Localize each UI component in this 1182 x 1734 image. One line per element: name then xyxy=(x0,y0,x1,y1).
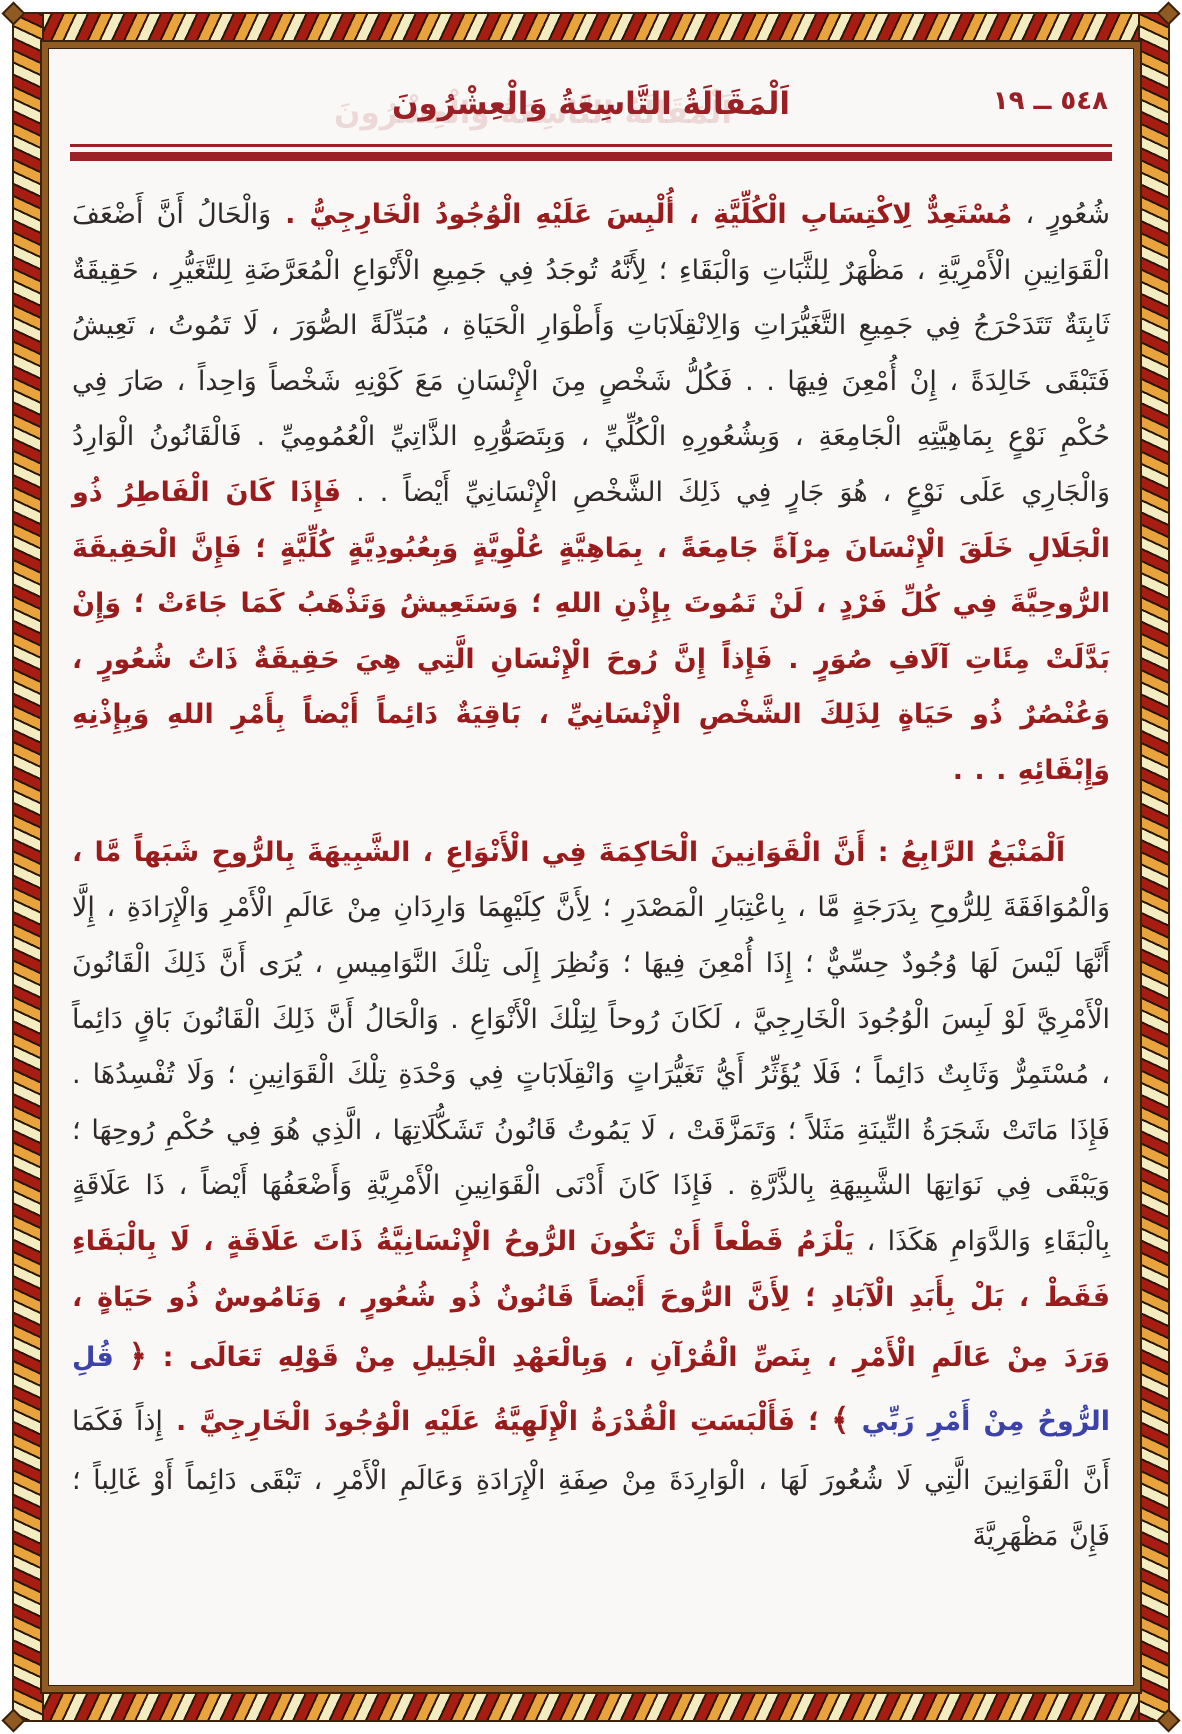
text-run-dark: وَالْمُوَافَقَةَ لِلرُّوحِ بِدَرَجَةٍ مَّا ، بِاعْتِبَارِ الْمَصْدَرِ ؛ لِأَنَّ كِلَيْهِمَا وَارِدَانِ مِنْ عَالَمِ الْأَمْرِ وَالْإِرَادَةِ ، إِلَّا أَنَّهَا لَيْسَ لَهَا وُجُودٌ حِسِّيٌّ ؛ إِذَا أُمْعِنَ فِيهَا ؛ وَنُظِرَ إِلَى تِلْكَ النَّوَامِيسِ ، يُرَى أَنَّ ذَلِكَ الْقَانُونَ الْأَمْرِيَّ لَوْ لَبِسَ الْوُجُودَ الْخَارِجِيَّ ، لَكَانَ رُوحاً لِتِلْكَ الْأَنْوَاعِ . وَالْحَالُ أَنَّ ذَلِكَ الْقَانُونَ بَاقٍ دَائِماً ، مُسْتَمِرٌّ وَثَابِتٌ دَائِماً ؛ فَلَا يُؤَثِّرُ أَيُّ تَغَيُّرَاتٍ وَانْقِلَابَاتٍ فِي وَحْدَةِ تِلْكَ الْقَوَانِينِ ؛ وَلَا تُفْسِدُهَا . فَإِذَا مَاتَتْ شَجَرَةُ التِّينَةِ مَثَلاً ؛ وَتَمَزَّقَتْ ، لَا يَمُوتُ قَانُونُ تَشَكُّلَاتِهَا ، الَّذِي هُوَ فِي حُكْمِ رُوحِهَا ؛ وَيَبْقَى فِي نَوَاتِهَا الشَّبِيهَةِ بِالذَّرَّةِ . فَإِذَا كَانَ أَدْنَى الْقَوَانِينِ الْأَمْرِيَّةِ وَأَضْعَفُهَا أَيْضاً ، ذَا عَلَاقَةٍ بِالْبَقَاءِ وَالدَّوَامِ هَكَذَا ، xyxy=(72,892,1111,1257)
page-header xyxy=(68,72,1114,142)
header-rule-thin xyxy=(70,144,1112,147)
decorative-border-right xyxy=(1138,12,1170,1722)
text-run-red: ؛ فَأَلْبَسَتِ الْقُدْرَةُ الْإِلَهِيَّةُ عَلَيْهِ الْوُجُودَ الْخَارِجِيَّ . xyxy=(162,1406,819,1438)
page-content xyxy=(50,50,1132,1684)
quran-verse: قُلِ الرُّوحُ مِنْ أَمْرِ رَبِّي xyxy=(72,1342,1110,1438)
paragraph-continuation xyxy=(72,187,1110,799)
quran-bracket-close: ﴾ xyxy=(831,1402,850,1439)
paragraph-fourth-source xyxy=(72,825,1110,1564)
text-run-red: اَلْمَنْبَعُ الرَّابِعُ : أَنَّ الْقَوَانِينَ الْحَاكِمَةَ فِي الْأَنْوَاعِ ، الشَّبِيهَةَ بِالرُّوحِ شَبَهاً مَّا ، xyxy=(72,836,1066,868)
page-title: اَلْمَقَالَةُ التَّاسِعَةُ وَالْعِشْرُونَ xyxy=(392,86,790,122)
treatise-text xyxy=(68,187,1114,1564)
text-run-dark: وَالْحَالُ أَنَّ أَضْعَفَ الْقَوَانِينِ الْأَمْرِيَّةِ ، مَظْهَرٌ لِلثَّبَاتِ وَالْبَقَاءِ ؛ لِأَنَّهُ تُوجَدُ فِي جَمِيعِ الْأَنْوَاعِ الْمُعَرَّضَةِ لِلتَّغَيُّرِ ، حَقِيقَةٌ ثَابِتَةٌ تَتَدَحْرَجُ فِي جَمِيعِ التَّغَيُّرَاتِ وَالِانْقِلَابَاتِ وَأَطْوَارِ الْحَيَاةِ ، مُبَدِّلَةً الصُّوَرَ ، لَا تَمُوتُ ، تَعِيشُ فَتَبْقَى خَالِدَةً ، إِنْ أُمْعِنَ فِيهَا . . فَكُلُّ شَخْصٍ مِنَ الْإِنْسَانِ مَعَ كَوْنِهِ شَخْصاً وَاحِداً ، صَارَ فِي حُكْمِ نَوْعٍ بِمَاهِيَّتِهِ الْجَامِعَةِ ، وَبِشُعُورِهِ الْكُلِّيِّ ، وَبِتَصَوُّرِهِ الذَّاتِيِّ الْعُمُومِيِّ . فَالْقَانُونُ الْوَارِدُ وَالْجَارِي عَلَى نَوْعٍ ، هُوَ جَارٍ فِي ذَلِكَ الشَّخْصِ الْإِنْسَانِيِّ أَيْضاً . . xyxy=(72,199,1110,509)
text-run-dark: إِذاً فَكَمَا أَنَّ الْقَوَانِينَ الَّتِي لَا شُعُورَ لَهَا ، الْوَارِدَةَ مِنْ صِفَةِ الْإِرَادَةِ وَعَالَمِ الْأَمْرِ ، تَبْقَى دَائِماً أَوْ غَالِباً ؛ فَإِنَّ مَظْهَرِيَّةَ xyxy=(72,1406,1110,1552)
page-number: ٥٤٨ ــ ١٩ xyxy=(992,86,1108,116)
header-rule xyxy=(70,144,1112,161)
quran-bracket-open: ﴿ xyxy=(128,1338,147,1375)
text-run-red: مُسْتَعِدٌّ لِاكْتِسَابِ الْكُلِّيَّةِ ، أُلْبِسَ عَلَيْهِ الْوُجُودُ الْخَارِجِيُّ . xyxy=(271,199,1013,230)
decorative-border-bottom xyxy=(12,1690,1170,1722)
text-run-red: فَإِذَا كَانَ الْفَاطِرُ ذُو الْجَلَالِ خَلَقَ الْإِنْسَانَ مِرْآةً جَامِعَةً ، بِمَاهِيَّةٍ عُلْوِيَّةٍ وَبِعُبُودِيَّةٍ كُلِّيَّةٍ ؛ فَإِنَّ الْحَقِيقَةَ الرُّوحِيَّةَ فِي كُلِّ فَرْدٍ ، لَنْ تَمُوتَ بِإِذْنِ اللهِ ؛ وَسَتَعِيشُ وَتَذْهَبُ كَمَا جَاءَتْ ؛ وَإِنْ بَدَّلَتْ مِئَاتِ آلَافِ صُوَرٍ . فَإِذاً إِنَّ رُوحَ الْإِنْسَانِ الَّتِي هِيَ حَقِيقَةٌ ذَاتُ شُعُورٍ ، وَعُنْصُرٌ ذُو حَيَاةٍ لِذَلِكَ الشَّخْصِ الْإِنْسَانِيِّ ، بَاقِيَةٌ دَائِماً أَيْضاً بِأَمْرِ اللهِ وَبِإِذْنِهِ وَإِبْقَائِهِ . . . xyxy=(72,477,1110,787)
header-rule-thick xyxy=(70,152,1112,161)
text-run-dark: شُعُورٍ ، xyxy=(1012,199,1111,230)
decorative-border-left xyxy=(12,12,44,1722)
decorative-border-top xyxy=(12,12,1170,44)
text-run-red: يَلْزَمُ قَطْعاً أَنْ تَكُونَ الرُّوحُ الْإِنْسَانِيَّةُ ذَاتَ عَلَاقَةٍ ، لَا بِالْبَقَاءِ فَقَطْ ، بَلْ بِأَبَدِ الْآبَادِ ؛ لِأَنَّ الرُّوحَ أَيْضاً قَانُونٌ ذُو شُعُورٍ ، وَنَامُوسٌ ذُو حَيَاةٍ ، وَرَدَ مِنْ عَالَمِ الْأَمْرِ ، بِنَصِّ الْقُرْآنِ ، وَبِالْعَهْدِ الْجَلِيلِ مِنْ قَوْلِهِ تَعَالَى : xyxy=(72,1225,1110,1374)
